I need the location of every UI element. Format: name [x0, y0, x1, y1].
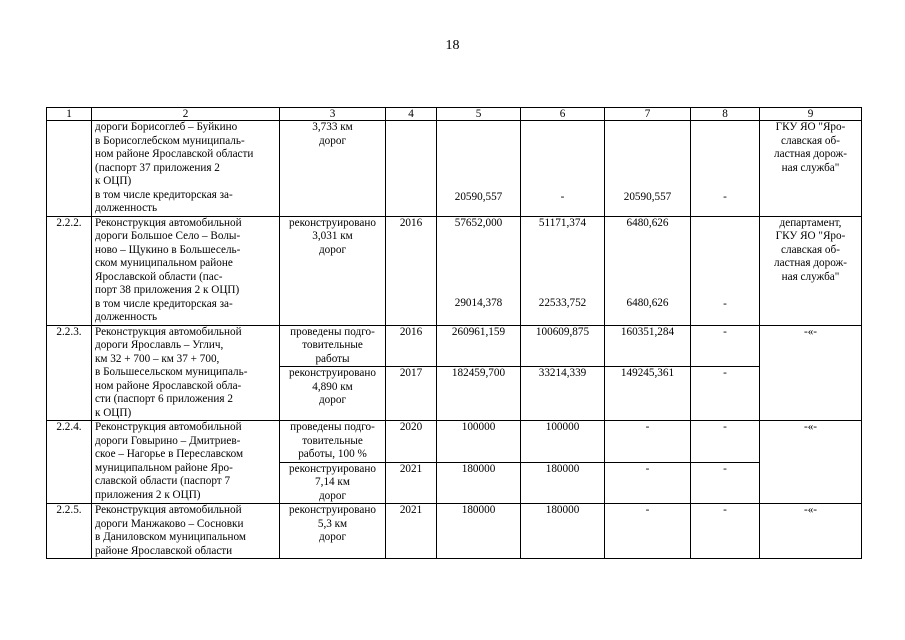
- description-line: приложения 2 к ОЦП): [95, 488, 201, 501]
- total-cell: 182459,700: [437, 367, 521, 421]
- value-col7-text: 20590,557: [623, 191, 672, 203]
- result-line: дорог: [318, 134, 347, 147]
- header-cell: 7: [605, 108, 691, 121]
- description-line: к ОЦП): [95, 406, 132, 419]
- result-line: реконструировано: [289, 367, 376, 379]
- result-cell: [280, 216, 386, 325]
- value-col6: 180000: [521, 462, 605, 504]
- value-col8: -: [691, 325, 760, 367]
- description-line: долженность: [95, 202, 158, 214]
- total-value: 57652,000: [454, 216, 503, 229]
- header-cell: 8: [691, 108, 760, 121]
- value-col7-text: 6480,626: [626, 216, 669, 229]
- value-col6: 33214,339: [521, 367, 605, 421]
- result-cell: [280, 421, 386, 463]
- result-line: 7,14 км: [315, 476, 350, 488]
- description-line: дороги Ярославль – Углич,: [95, 339, 224, 351]
- executor-cell: -«-: [760, 421, 862, 504]
- header-cell: 3: [280, 108, 386, 121]
- executor-line: департамент,: [779, 216, 842, 229]
- executor-line: ная служба": [781, 161, 840, 174]
- value-col8: [691, 216, 760, 325]
- header-cell: 6: [521, 108, 605, 121]
- description-line: Реконструкция автомобильной: [95, 325, 242, 338]
- description-line: ском муниципальном районе: [95, 257, 233, 269]
- table-row: [47, 504, 862, 559]
- measure-description: [92, 216, 280, 325]
- header-cell: 5: [437, 108, 521, 121]
- value-col8-text: -: [723, 191, 727, 203]
- value-col8: -: [691, 367, 760, 421]
- value-col6: [521, 216, 605, 325]
- value-col6: [521, 121, 605, 217]
- table-row: [47, 421, 862, 463]
- value-col7: [605, 216, 691, 325]
- executor-line: ГКУ ЯО "Яро-: [775, 121, 846, 133]
- description-line: дороги Говырино – Дмитриев-: [95, 434, 241, 447]
- result-line: дорог: [318, 394, 347, 406]
- value-col6: 100609,875: [521, 325, 605, 367]
- result-line: дорог: [318, 489, 347, 502]
- year-cell: 2016: [386, 325, 437, 367]
- result-line: 5,3 км: [317, 517, 348, 530]
- year-cell: 2021: [386, 504, 437, 559]
- description-line: ном районе Ярославской обла-: [95, 379, 242, 392]
- description-line: в Даниловском муниципальном: [95, 531, 246, 543]
- row-number: 2.2.3.: [47, 325, 92, 421]
- table-row: [47, 121, 862, 217]
- description-line: к ОЦП): [95, 175, 132, 187]
- program-table: [46, 107, 862, 559]
- year-cell: 2017: [386, 367, 437, 421]
- measure-description: [92, 325, 280, 421]
- value-col6: 100000: [521, 421, 605, 463]
- row-number: [47, 121, 92, 217]
- year-cell: 2021: [386, 462, 437, 504]
- result-line: реконструировано: [289, 504, 376, 516]
- executor-cell: -«-: [760, 325, 862, 421]
- total-cell: 180000: [437, 504, 521, 559]
- value-col6-text: -: [560, 191, 565, 203]
- value-col8: [691, 121, 760, 217]
- description-line: дороги Большое Село – Волы-: [95, 230, 241, 242]
- measure-description: [92, 121, 280, 217]
- value-col8: -: [691, 462, 760, 504]
- value-col7: -: [605, 504, 691, 559]
- executor-line: ластная дорож-: [774, 257, 847, 269]
- description-line: в том числе кредиторская за-: [95, 188, 233, 201]
- header-row: [47, 108, 862, 121]
- result-cell: [280, 121, 386, 217]
- executor-cell: [760, 216, 862, 325]
- result-line: работы, 100 %: [298, 448, 367, 460]
- table-row: [47, 325, 862, 367]
- value-col6-text: 51171,374: [538, 216, 587, 229]
- total-cell: 100000: [437, 421, 521, 463]
- result-line: 3,031 км: [312, 230, 353, 242]
- value-col7: -: [605, 462, 691, 504]
- total-value: 20590,557: [454, 191, 503, 203]
- description-line: Реконструкция автомобильной: [95, 216, 242, 229]
- row-number: 2.2.4.: [47, 421, 92, 504]
- description-line: (паспорт 37 приложения 2: [95, 161, 220, 174]
- year-cell: 2020: [386, 421, 437, 463]
- description-line: в Большесельском муниципаль-: [95, 366, 248, 378]
- description-line: Реконструкция автомобильной: [95, 504, 242, 516]
- total-cell: 260961,159: [437, 325, 521, 367]
- total-cell: 180000: [437, 462, 521, 504]
- description-line: дороги Борисоглеб – Буйкино: [95, 121, 238, 133]
- description-line: км 32 + 700 – км 37 + 700,: [95, 352, 220, 365]
- executor-line: ластная дорож-: [774, 148, 847, 160]
- total-cell: [437, 216, 521, 325]
- measure-description: [92, 504, 280, 559]
- description-line: муниципальном районе Яро-: [95, 461, 233, 474]
- result-line: дорог: [318, 531, 347, 543]
- value-col7: [605, 121, 691, 217]
- description-line: сти (паспорт 6 приложения 2: [95, 393, 233, 405]
- value-col7: 149245,361: [605, 367, 691, 421]
- row-number: 2.2.5.: [47, 504, 92, 559]
- result-cell: [280, 367, 386, 421]
- value-col8: -: [691, 504, 760, 559]
- value-col6: 180000: [521, 504, 605, 559]
- result-cell: [280, 504, 386, 559]
- executor-line: славская об-: [781, 134, 840, 147]
- result-line: товительные: [302, 339, 363, 351]
- executor-line: ГКУ ЯО "Яро-: [775, 230, 846, 242]
- result-line: дорог: [318, 243, 347, 256]
- result-line: проведены подго-: [290, 421, 375, 433]
- value-col6-text: 22533,752: [538, 297, 587, 309]
- value-col8-text: -: [723, 297, 727, 310]
- value-col7: -: [605, 421, 691, 463]
- year-cell: [386, 121, 437, 217]
- total-cell: [437, 121, 521, 217]
- result-line: реконструировано: [289, 462, 376, 475]
- description-line: дороги Манжаково – Сосновки: [95, 517, 244, 530]
- value-col8: -: [691, 421, 760, 463]
- executor-line: славская об-: [781, 243, 840, 256]
- result-cell: [280, 325, 386, 367]
- description-line: долженность: [95, 311, 158, 323]
- header-cell: 2: [92, 108, 280, 121]
- year-cell: 2016: [386, 216, 437, 325]
- result-line: проведены подго-: [290, 325, 375, 338]
- row-number: 2.2.2.: [47, 216, 92, 325]
- header-cell: 1: [47, 108, 92, 121]
- description-line: ново – Щукино в Большесель-: [95, 243, 241, 256]
- result-line: товительные: [302, 434, 363, 447]
- executor-line: ная служба": [781, 270, 840, 283]
- result-line: 4,890 км: [312, 380, 353, 393]
- measure-description: [92, 421, 280, 504]
- description-line: ское – Нагорье в Переславском: [95, 448, 244, 460]
- result-line: 3,733 км: [312, 121, 353, 133]
- page-number: 18: [445, 38, 460, 53]
- result-cell: [280, 462, 386, 504]
- executor-cell: [760, 121, 862, 217]
- value-col7-text: 6480,626: [626, 297, 669, 309]
- header-cell: 9: [760, 108, 862, 121]
- description-line: Реконструкция автомобильной: [95, 421, 242, 433]
- description-line: в том числе кредиторская за-: [95, 297, 233, 310]
- header-cell: 4: [386, 108, 437, 121]
- description-line: ном районе Ярославской области: [95, 148, 254, 160]
- value-col7: 160351,284: [605, 325, 691, 367]
- table-row: [47, 216, 862, 325]
- executor-cell: -«-: [760, 504, 862, 559]
- description-line: районе Ярославской области: [95, 544, 233, 557]
- description-line: в Борисоглебском муниципаль-: [95, 134, 245, 147]
- result-line: работы: [315, 352, 350, 365]
- description-line: славской области (паспорт 7: [95, 475, 231, 487]
- total-value: 29014,378: [454, 297, 503, 309]
- description-line: порт 38 приложения 2 к ОЦП): [95, 284, 240, 296]
- description-line: Ярославской области (пас-: [95, 270, 223, 283]
- result-line: реконструировано: [289, 216, 376, 229]
